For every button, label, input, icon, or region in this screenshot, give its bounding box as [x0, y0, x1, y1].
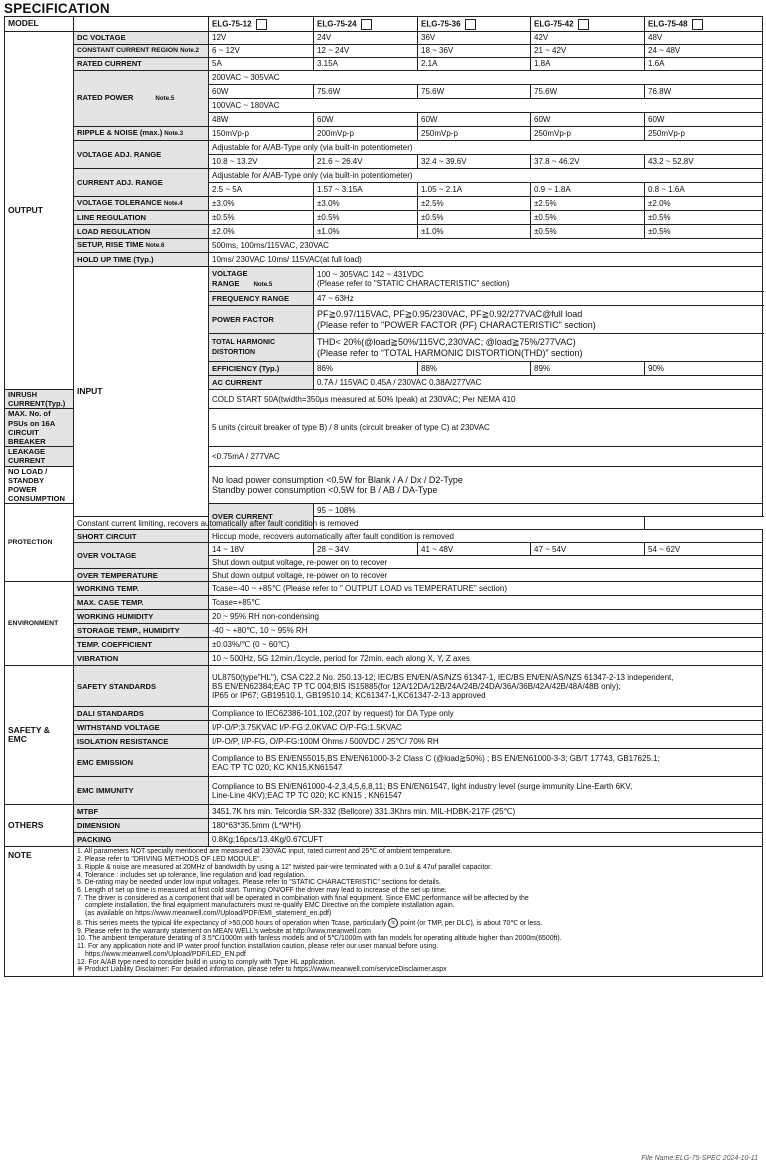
item-label: RATED CURRENT [74, 58, 209, 71]
item-label-line: POWER CONSUMPTION [8, 485, 65, 504]
table-row [5, 530, 763, 543]
item-label: MTBF [74, 805, 209, 819]
note-text: point (or TMP, per DLC), is about 70℃ or less. [400, 919, 543, 927]
value-cell [209, 777, 763, 805]
model-name: ELG-75-12 [212, 19, 252, 29]
item-label-text: CONSTANT CURRENT REGION [77, 47, 179, 55]
note-line: 7. The driver is considered as a component that will be operated in combination with final equipment. Since EMC performance will be affected by the [77, 894, 529, 902]
note-line: 5. De-rating may be needed under low input voltages. Please refer to "STATIC CHARACTERISTIC" sections for details. [77, 879, 441, 887]
item-label: EMC EMISSION [74, 749, 209, 777]
model-name: ELG-75-36 [421, 19, 461, 29]
value-cell: 1.57 ~ 3.15A [314, 183, 418, 197]
value-cell: ±0.03%/℃ (0 ~ 60℃) [209, 638, 763, 652]
value-cell: 6 ~ 12V [209, 45, 314, 58]
item-label: HOLD UP TIME (Typ.) [74, 253, 209, 267]
table-row [5, 833, 763, 847]
value-cell: 48W [209, 113, 314, 127]
model-cell [531, 17, 645, 32]
value-cell: 100VAC ~ 180VAC [209, 99, 763, 113]
note-line: ※ Product Liability Disclaimer: For detailed information, please refer to https://www.meanwell.com/serviceDisclaimer.aspx [77, 966, 447, 974]
value-cell: 5A [209, 58, 314, 71]
value-cell: 36V [418, 32, 531, 45]
group-input: INPUT [74, 267, 209, 517]
value-cell: Shut down output voltage, re-power on to recover [209, 569, 763, 582]
note-text: 8. This series meets the typical life expectancy of >50,000 hours of operation when Tcase, particularly [77, 919, 387, 927]
value-line: BS EN/EN62384;EAC TP TC 004;BIS IS15885(for 12A/12DA/12B/24A/24B/24DA/36A/36B/42A/42B/48A/48B only); [212, 681, 621, 691]
value-cell: 95 ~ 108% [314, 504, 763, 517]
value-cell: 20 ~ 95% RH non-condensing [209, 610, 763, 624]
note-ref: Note.3 [164, 130, 184, 138]
file-name-footer: File Name:ELG-75-SPEC 2024-10-11 [641, 1155, 758, 1162]
item-label-text: VOLTAGE TOLERANCE [77, 198, 162, 208]
table-row [5, 721, 763, 735]
value-cell: 60W [314, 113, 418, 127]
model-cell [209, 17, 314, 32]
item-label: FREQUENCY RANGE [209, 292, 314, 306]
note-ref: Note.6 [145, 242, 165, 250]
item-label [74, 71, 209, 127]
value-cell: ±0.5% [418, 211, 531, 225]
value-cell: Shut down output voltage, re-power on to recover [209, 556, 763, 569]
value-cell: 12 ~ 24V [314, 45, 418, 58]
item-label: PACKING [74, 833, 209, 847]
note-line: 11. For any application note and IP water proof function installation caution, please refer our user manual before using. [77, 943, 438, 951]
value-cell: ±0.5% [531, 211, 645, 225]
value-cell: 0.9 ~ 1.8A [531, 183, 645, 197]
value-cell: 60W [531, 113, 645, 127]
item-label: SHORT CIRCUIT [74, 530, 209, 543]
note-ref: Note.2 [180, 47, 199, 55]
item-label: WORKING TEMP. [74, 582, 209, 596]
value-cell: 28 ~ 34V [314, 543, 418, 556]
item-label: DIMENSION [74, 819, 209, 833]
value-cell: Tcase=+85℃ [209, 596, 763, 610]
item-label: TOTAL HARMONIC DISTORTION [209, 334, 314, 362]
value-line: Compliance to BS EN/EN55015,BS EN/EN61000-3-2 Class C (@load≧50%) ; BS EN/EN61000-3-3; GB/T 17743, GB17625.1; [212, 753, 660, 763]
value-cell: 10ms/ 230VAC 10ms/ 115VAC(at full load) [209, 253, 763, 267]
checkbox-icon[interactable] [465, 19, 476, 30]
item-label [209, 267, 314, 292]
value-cell: 250mVp-p [645, 127, 763, 141]
item-label: EMC IMMUNITY [74, 777, 209, 805]
item-label [74, 127, 209, 141]
value-cell: ±2.0% [645, 197, 763, 211]
table-row [5, 32, 763, 45]
value-cell: 10.8 ~ 13.2V [209, 155, 314, 169]
value-line: (Please refer to "STATIC CHARACTERISTIC" section) [317, 279, 510, 288]
value-cell: 42V [531, 32, 645, 45]
value-line: EAC TP TC 020; KC KN15,KN61547 [212, 762, 343, 772]
note-line: 10. The ambient temperature derating of 3.5℃/1000m with fanless models and of 5℃/1000m with fan models for operating altitude higher than 2000m(6500ft). [77, 935, 562, 943]
item-label-line: CIRCUIT BREAKER [8, 427, 46, 447]
table-row [5, 666, 763, 707]
table-row [5, 267, 763, 292]
item-label-line: MAX. No. of PSUs on 16A [8, 409, 56, 428]
table-row [5, 169, 763, 183]
value-cell: ±1.0% [314, 225, 418, 239]
checkbox-icon[interactable] [692, 19, 703, 30]
value-cell: Adjustable for A/AB-Type only (via built-in potentiometer) [209, 169, 763, 183]
value-cell: 60W [209, 85, 314, 99]
value-cell: 1.05 ~ 2.1A [418, 183, 531, 197]
table-row [5, 569, 763, 582]
table-row [5, 45, 763, 58]
note-line: 9. Please refer to the warranty statement on MEAN WELL's website at http://www.meanwell.com [77, 927, 371, 935]
table-row [5, 127, 763, 141]
value-cell: 21.6 ~ 26.4V [314, 155, 418, 169]
value-cell: ±2.5% [531, 197, 645, 211]
checkbox-icon[interactable] [361, 19, 372, 30]
value-cell: 21 ~ 42V [531, 45, 645, 58]
item-label-text: RATED POWER [77, 93, 134, 103]
item-label-line: NO LOAD / STANDBY [8, 466, 48, 485]
value-cell: 250mVp-p [418, 127, 531, 141]
value-cell: COLD START 50A(twidth=350μs measured at 50% Ipeak) at 230VAC; Per NEMA 410 [209, 390, 763, 409]
table-row [5, 610, 763, 624]
value-cell: 200mVp-p [314, 127, 418, 141]
note-line [77, 918, 759, 928]
value-cell: 500ms, 100ms/115VAC, 230VAC [209, 239, 763, 253]
value-cell: 41 ~ 48V [418, 543, 531, 556]
item-label [5, 409, 74, 447]
item-label: DC VOLTAGE [74, 32, 209, 45]
model-label: MODEL [5, 17, 74, 32]
value-cell: 12V [209, 32, 314, 45]
note-line: 1. All parameters NOT specially mentioned are measured at 230VAC input, rated current and 25℃ of ambient temperature. [77, 848, 453, 856]
value-cell: 90% [645, 362, 763, 376]
checkbox-icon[interactable] [256, 19, 267, 30]
value-cell: ±0.5% [209, 211, 314, 225]
value-line: Standby power consumption <0.5W for B / AB / DA-Type [212, 485, 438, 496]
table-row [5, 141, 763, 155]
item-label: TEMP. COEFFICIENT [74, 638, 209, 652]
item-label: DALI STANDARDS [74, 707, 209, 721]
value-line: THD< 20%(@load≧50%/115VC,230VAC; @load≧75%/277VAC) [317, 337, 576, 347]
value-cell: 18 ~ 36V [418, 45, 531, 58]
table-row [5, 582, 763, 596]
value-cell: ±3.0% [209, 197, 314, 211]
value-cell: 180*63*35.5mm (L*W*H) [209, 819, 763, 833]
value-cell: 86% [314, 362, 418, 376]
group-note: NOTE [5, 847, 74, 977]
value-cell: ±0.5% [314, 211, 418, 225]
spec-table [4, 16, 763, 977]
value-cell: 150mVp-p [209, 127, 314, 141]
item-label: SAFETY STANDARDS [74, 666, 209, 707]
value-line: Compliance to BS EN/EN61000-4-2,3,4,5,6,8,11; BS EN/EN61547, light industry level (surge immunity Line-Earth 6KV, [212, 781, 633, 791]
value-cell: 47 ~ 63Hz [314, 292, 763, 306]
value-cell: Compliance to IEC62386-101,102,(207 by request) for DA Type only [209, 707, 763, 721]
value-cell: I/P-O/P, I/P-FG, O/P-FG:100M Ohms / 500VDC / 25℃/ 70% RH [209, 735, 763, 749]
value-cell [209, 749, 763, 777]
value-line: Line-Line 4KV);EAC TP TC 020; KC KN15 , KN61547 [212, 790, 402, 800]
value-cell: 0.8Kg;16pcs/13.4Kg/0.67CUFT [209, 833, 763, 847]
item-label-text: RIPPLE & NOISE (max.) [77, 128, 163, 138]
item-label: OVER VOLTAGE [74, 543, 209, 569]
value-cell: 88% [418, 362, 531, 376]
value-line: (Please refer to "POWER FACTOR (PF) CHARACTERISTIC" section) [317, 319, 596, 330]
model-spacer [74, 17, 209, 32]
value-cell: ±0.5% [531, 225, 645, 239]
note-line: (as available on https://www.meanwell.com//Upload/PDF/EMI_statement_en.pdf) [85, 910, 332, 918]
value-line: UL8750(type"HL"), CSA C22.2 No. 250.13-12; IEC/BS EN/EN/AS/NZS 61347-1, IEC/BS EN/EN/AS/NZS 61347-2-13 independent, [212, 672, 674, 682]
table-row [5, 225, 763, 239]
item-label-text: SETUP, RISE TIME [77, 240, 144, 250]
item-label: AC CURRENT [209, 376, 314, 390]
item-label [74, 197, 209, 211]
item-label: OVER TEMPERATURE [74, 569, 209, 582]
item-label: EFFICIENCY (Typ.) [209, 362, 314, 376]
item-label: MAX. CASE TEMP. [74, 596, 209, 610]
note-line: 12. For A/AB type need to consider build in using to comply with Type HL application. [77, 958, 336, 966]
item-label: ISOLATION RESISTANCE [74, 735, 209, 749]
value-cell: 75.6W [314, 85, 418, 99]
value-cell: 43.2 ~ 52.8V [645, 155, 763, 169]
group-others: OTHERS [5, 805, 74, 847]
table-row [5, 819, 763, 833]
table-row [5, 211, 763, 225]
note-line: complete installation, the final equipment manufacturers must re-qualify EMC Directive on the complete installation again. [85, 902, 455, 910]
value-cell: 5 units (circuit breaker of type B) / 8 units (circuit breaker of type C) at 230VAC [209, 409, 763, 447]
table-row [5, 735, 763, 749]
table-row [5, 253, 763, 267]
value-cell: 89% [531, 362, 645, 376]
note-ref: Note.5 [155, 95, 175, 103]
note-ref: Note.5 [253, 280, 273, 288]
table-row [5, 777, 763, 805]
value-cell: 60W [645, 113, 763, 127]
item-label-text: VOLTAGE RANGE [212, 269, 248, 288]
tc-point-icon: tc [388, 918, 398, 928]
note-line: 2. Please refer to "DRIVING METHODS OF LED MODULE". [77, 856, 262, 864]
table-row [5, 71, 763, 85]
value-cell [209, 466, 763, 504]
item-label: LEAKAGE CURRENT [5, 447, 74, 466]
value-cell: ±2.0% [209, 225, 314, 239]
value-cell: 250mVp-p [531, 127, 645, 141]
value-line: (Please refer to “TOTAL HARMONIC DISTORTION(THD)” section) [317, 347, 583, 358]
value-cell: 3.15A [314, 58, 418, 71]
group-label-line: SAFETY & [8, 725, 50, 736]
item-label: VIBRATION [74, 652, 209, 666]
item-label: STORAGE TEMP., HUMIDITY [74, 624, 209, 638]
value-cell [314, 334, 763, 362]
table-row [5, 638, 763, 652]
value-cell: 48V [645, 32, 763, 45]
item-label: LINE REGULATION [74, 211, 209, 225]
value-cell: 76.8W [645, 85, 763, 99]
value-cell: Tcase=-40 ~ +85℃ (Please refer to " OUTPUT LOAD vs TEMPERATURE" section) [209, 582, 763, 596]
table-row [5, 197, 763, 211]
value-cell: <0.75mA / 277VAC [209, 447, 763, 466]
value-cell: 24 ~ 48V [645, 45, 763, 58]
note-line: 3. Ripple & noise are measured at 20MHz of bandwidth by using a 12" twisted pair-wire terminated with a 0.1uf & 47uf parallel capacitor. [77, 863, 492, 871]
value-cell: Adjustable for A/AB-Type only (via built-in potentiometer) [209, 141, 763, 155]
value-cell: -40 ~ +80℃, 10 ~ 95% RH [209, 624, 763, 638]
note-line: 4. Tolerance : includes set up tolerance, line regulation and load regulation. [77, 871, 306, 879]
model-cell [418, 17, 531, 32]
table-row [5, 58, 763, 71]
table-row [5, 517, 763, 530]
note-ref: Note.4 [163, 200, 183, 208]
checkbox-icon[interactable] [578, 19, 589, 30]
item-label [74, 239, 209, 253]
value-cell: 10 ~ 500Hz, 5G 12min./1cycle, period for 72min. each along X, Y, Z axes [209, 652, 763, 666]
value-cell: 0.8 ~ 1.6A [645, 183, 763, 197]
value-cell: I/P-O/P:3.75KVAC I/P-FG:2.0KVAC O/P-FG:1.5KVAC [209, 721, 763, 735]
table-row [5, 624, 763, 638]
value-line: 100 ~ 305VAC 142 ~ 431VDC [317, 269, 424, 279]
table-row [5, 749, 763, 777]
value-cell: ±0.5% [645, 225, 763, 239]
item-label: POWER FACTOR [209, 306, 314, 334]
value-cell: ±3.0% [314, 197, 418, 211]
value-cell: 1.8A [531, 58, 645, 71]
table-row [5, 847, 763, 977]
page-title: SPECIFICATION [4, 1, 110, 16]
value-cell: 3451.7K hrs min. Telcordia SR-332 (Bellcore) 331.3Khrs min. MIL-HDBK-217F (25℃) [209, 805, 763, 819]
table-row [5, 805, 763, 819]
value-cell: 200VAC ~ 305VAC [209, 71, 763, 85]
table-row [5, 596, 763, 610]
value-cell: Hiccup mode, recovers automatically after fault condition is removed [209, 530, 763, 543]
value-cell [314, 306, 763, 334]
value-cell: 32.4 ~ 39.6V [418, 155, 531, 169]
notes-block [74, 847, 763, 977]
value-line: IP65 or IP67; GB19510.1, GB19510.14; KC61347-1,KC61347-2-13 approved [212, 691, 486, 701]
value-cell: 2.5 ~ 5A [209, 183, 314, 197]
table-row [5, 543, 763, 556]
item-label: OVER CURRENT [209, 504, 314, 530]
value-cell [209, 666, 763, 707]
value-cell: 75.6W [531, 85, 645, 99]
item-label [5, 466, 74, 504]
model-row [5, 17, 763, 32]
item-label: WITHSTAND VOLTAGE [74, 721, 209, 735]
value-cell: 2.1A [418, 58, 531, 71]
value-cell: 0.7A / 115VAC 0.45A / 230VAC 0.38A/277VAC [314, 376, 763, 390]
table-row [5, 707, 763, 721]
group-safety [5, 666, 74, 805]
value-cell [314, 267, 763, 292]
model-name: ELG-75-48 [648, 19, 688, 29]
value-line: PF≧0.97/115VAC, PF≧0.95/230VAC, PF≧0.92/277VAC@full load [317, 309, 583, 319]
value-cell: 37.8 ~ 46.2V [531, 155, 645, 169]
model-name: ELG-75-24 [317, 19, 357, 29]
item-label: VOLTAGE ADJ. RANGE [74, 141, 209, 169]
table-row [5, 239, 763, 253]
note-line: https://www.meanwell.com/Upload/PDF/LED_EN.pdf [85, 950, 246, 958]
item-label: INRUSH CURRENT(Typ.) [5, 390, 74, 409]
value-cell: ±0.5% [645, 211, 763, 225]
value-cell: 60W [418, 113, 531, 127]
item-label: LOAD REGULATION [74, 225, 209, 239]
note-line: 6. Length of set up time is measured at first cold start. Turning ON/OFF the driver may lead to increase of the set up time. [77, 886, 447, 894]
model-cell [645, 17, 763, 32]
value-cell: ±1.0% [418, 225, 531, 239]
value-cell: 75.6W [418, 85, 531, 99]
group-protection: PROTECTION [5, 504, 74, 582]
item-label: WORKING HUMIDITY [74, 610, 209, 624]
model-name: ELG-75-42 [534, 19, 574, 29]
item-label [74, 45, 209, 58]
value-cell: 47 ~ 54V [531, 543, 645, 556]
value-cell: 54 ~ 62V [645, 543, 763, 556]
value-cell: 14 ~ 18V [209, 543, 314, 556]
group-environment: ENVIRONMENT [5, 582, 74, 666]
value-cell: 1.6A [645, 58, 763, 71]
group-output: OUTPUT [5, 32, 74, 390]
value-cell: Constant current limiting, recovers automatically after fault condition is removed [74, 517, 645, 530]
item-label: CURRENT ADJ. RANGE [74, 169, 209, 197]
model-cell [314, 17, 418, 32]
value-cell: ±2.5% [418, 197, 531, 211]
value-line: No load power consumption <0.5W for Blank / A / Dx / D2-Type [212, 474, 463, 485]
value-cell: 24V [314, 32, 418, 45]
table-row [5, 652, 763, 666]
group-label-line: EMC [8, 734, 27, 745]
